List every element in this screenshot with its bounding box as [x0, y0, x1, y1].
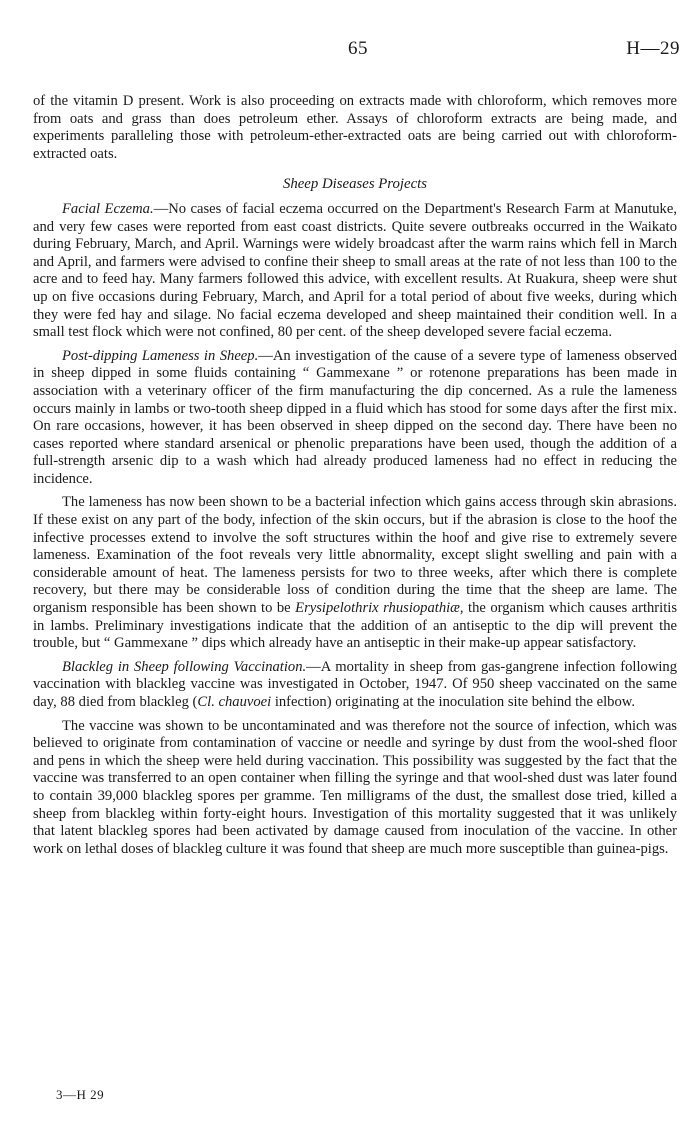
facial-eczema-paragraph	[33, 201, 677, 342]
blackleg-text-before: —A mortality in sheep from gas-gangrene infection following vaccination with blackleg vaccine was investigated in October, 1947. Of 950 sheep vaccinated on the same day, 88 died from blackleg (	[33, 658, 678, 710]
lameness-text-after: , the organism which causes arthritis in lambs. Preliminary investigations indicate that the addition of an antiseptic to the dip will prevent the trouble, but “ Gammexane ” dips which already have an antiseptic in their make-up appear satisfactory.	[33, 600, 678, 652]
facial-eczema-text: —No cases of facial eczema occurred on the Department's Research Farm at Manutuke, and very few cases were reported from east coast districts. Quite severe outbreaks occurred in the Waikato during February, March, and April. Warnings were widely broadcast after the warm rains which fell in March and April, and farmers were advised to confine their sheep to small areas at the rate of not less than 100 to the acre and to feed hay. Many farmers followed this advice, with excellent results. At Ruakura, sheep were shut up on five occasions during February, March, and April for a total period of about five weeks, during which they were fed hay and silage. No facial eczema developed and sheep maintained their condition well. In a small test flock which were not confined, 80 per cent. of the sheep developed severe facial eczema.	[33, 200, 677, 341]
facial-eczema-heading: Facial Eczema.	[62, 200, 154, 217]
post-dipping-paragraph	[33, 348, 677, 489]
page-number: 65	[348, 38, 368, 59]
post-dipping-heading: Post-dipping Lameness in Sheep.	[62, 347, 259, 364]
post-dipping-text: —An investigation of the cause of a severe type of lameness observed in sheep dipped in some fluids containing “ Gammexane ” or rotenone preparations has been made in association with a veterinary officer of the firm manufacturing the dip concerned. As a rule the lameness occurs mainly in lambs or two-tooth sheep dipped in a fluid which has stood for some days after the first mix. On rare occasions, however, it has been observed in sheep dipped on the second day. There have been no cases reported where standard arsenical or phenolic preparations have been used, though the addition of a full-strength arsenic dip to a wash which had already produced lameness had no effect in reducing the incidence.	[33, 347, 677, 487]
blackleg-text-after: infection) originating at the inoculation site behind the elbow.	[271, 694, 635, 710]
blackleg-heading: Blackleg in Sheep following Vaccination.	[62, 658, 307, 675]
lameness-paragraph	[33, 494, 677, 652]
lameness-organism: Erysipelothrix rhusiopathiæ	[295, 600, 460, 617]
section-heading: Sheep Diseases Projects	[282, 176, 428, 193]
printer-signature: 3—H 29	[56, 1087, 105, 1102]
intro-paragraph: of the vitamin D present. Work is also proceeding on extracts made with chloroform, which removes more from oats and grass than does petroleum ether. Assays of chloroform extracts are being made, and experiments paralleling those with petroleum-ether-extracted oats are being carried out with chloroform-extracted oats.	[33, 93, 677, 162]
page-header	[0, 38, 700, 66]
blackleg-organism: Cl. chauvoei	[197, 694, 272, 710]
blackleg-paragraph	[33, 659, 677, 712]
lameness-text-before: The lameness has now been shown to be a bacterial infection which gains access through skin abrasions. If these exist on any part of the body, infection of the skin occurs, but if the abrasion is close to the hoof the infective processes extend to involve the soft structures within the hoof and give rise to extremely severe lameness. Examination of the foot reveals very little abnormality, except slight swelling and pain with a considerable amount of heat. The lameness persists for two to three weeks, after which there is complete recovery, but there may be considerable loss of condition during the time that the sheep are lame. The organism responsible has been shown to be	[33, 494, 677, 617]
document-reference: H—29	[626, 38, 680, 59]
page-body	[33, 93, 677, 864]
vaccine-paragraph: The vaccine was shown to be uncontaminated and was therefore not the source of infection, which was believed to originate from contamination of vaccine or needle and syringe by dust from the wool-shed floor and pens in which the sheep were held during vaccination. This possibility was suggested by the fact that the vaccine was transferred to an open container when filling the syringe and that wool-shed dust was later found to contain 39,000 blackleg spores per gramme. Ten milligrams of the dust, the smallest dose tried, killed a sheep from blackleg within forty-eight hours. Investigation of this mortality suggested that it was unlikely that latent blackleg spores had been activated by damage caused from inoculation of the vaccine. In other work on lethal doses of blackleg culture it was found that sheep are much more susceptible than guinea-pigs.	[33, 717, 677, 857]
